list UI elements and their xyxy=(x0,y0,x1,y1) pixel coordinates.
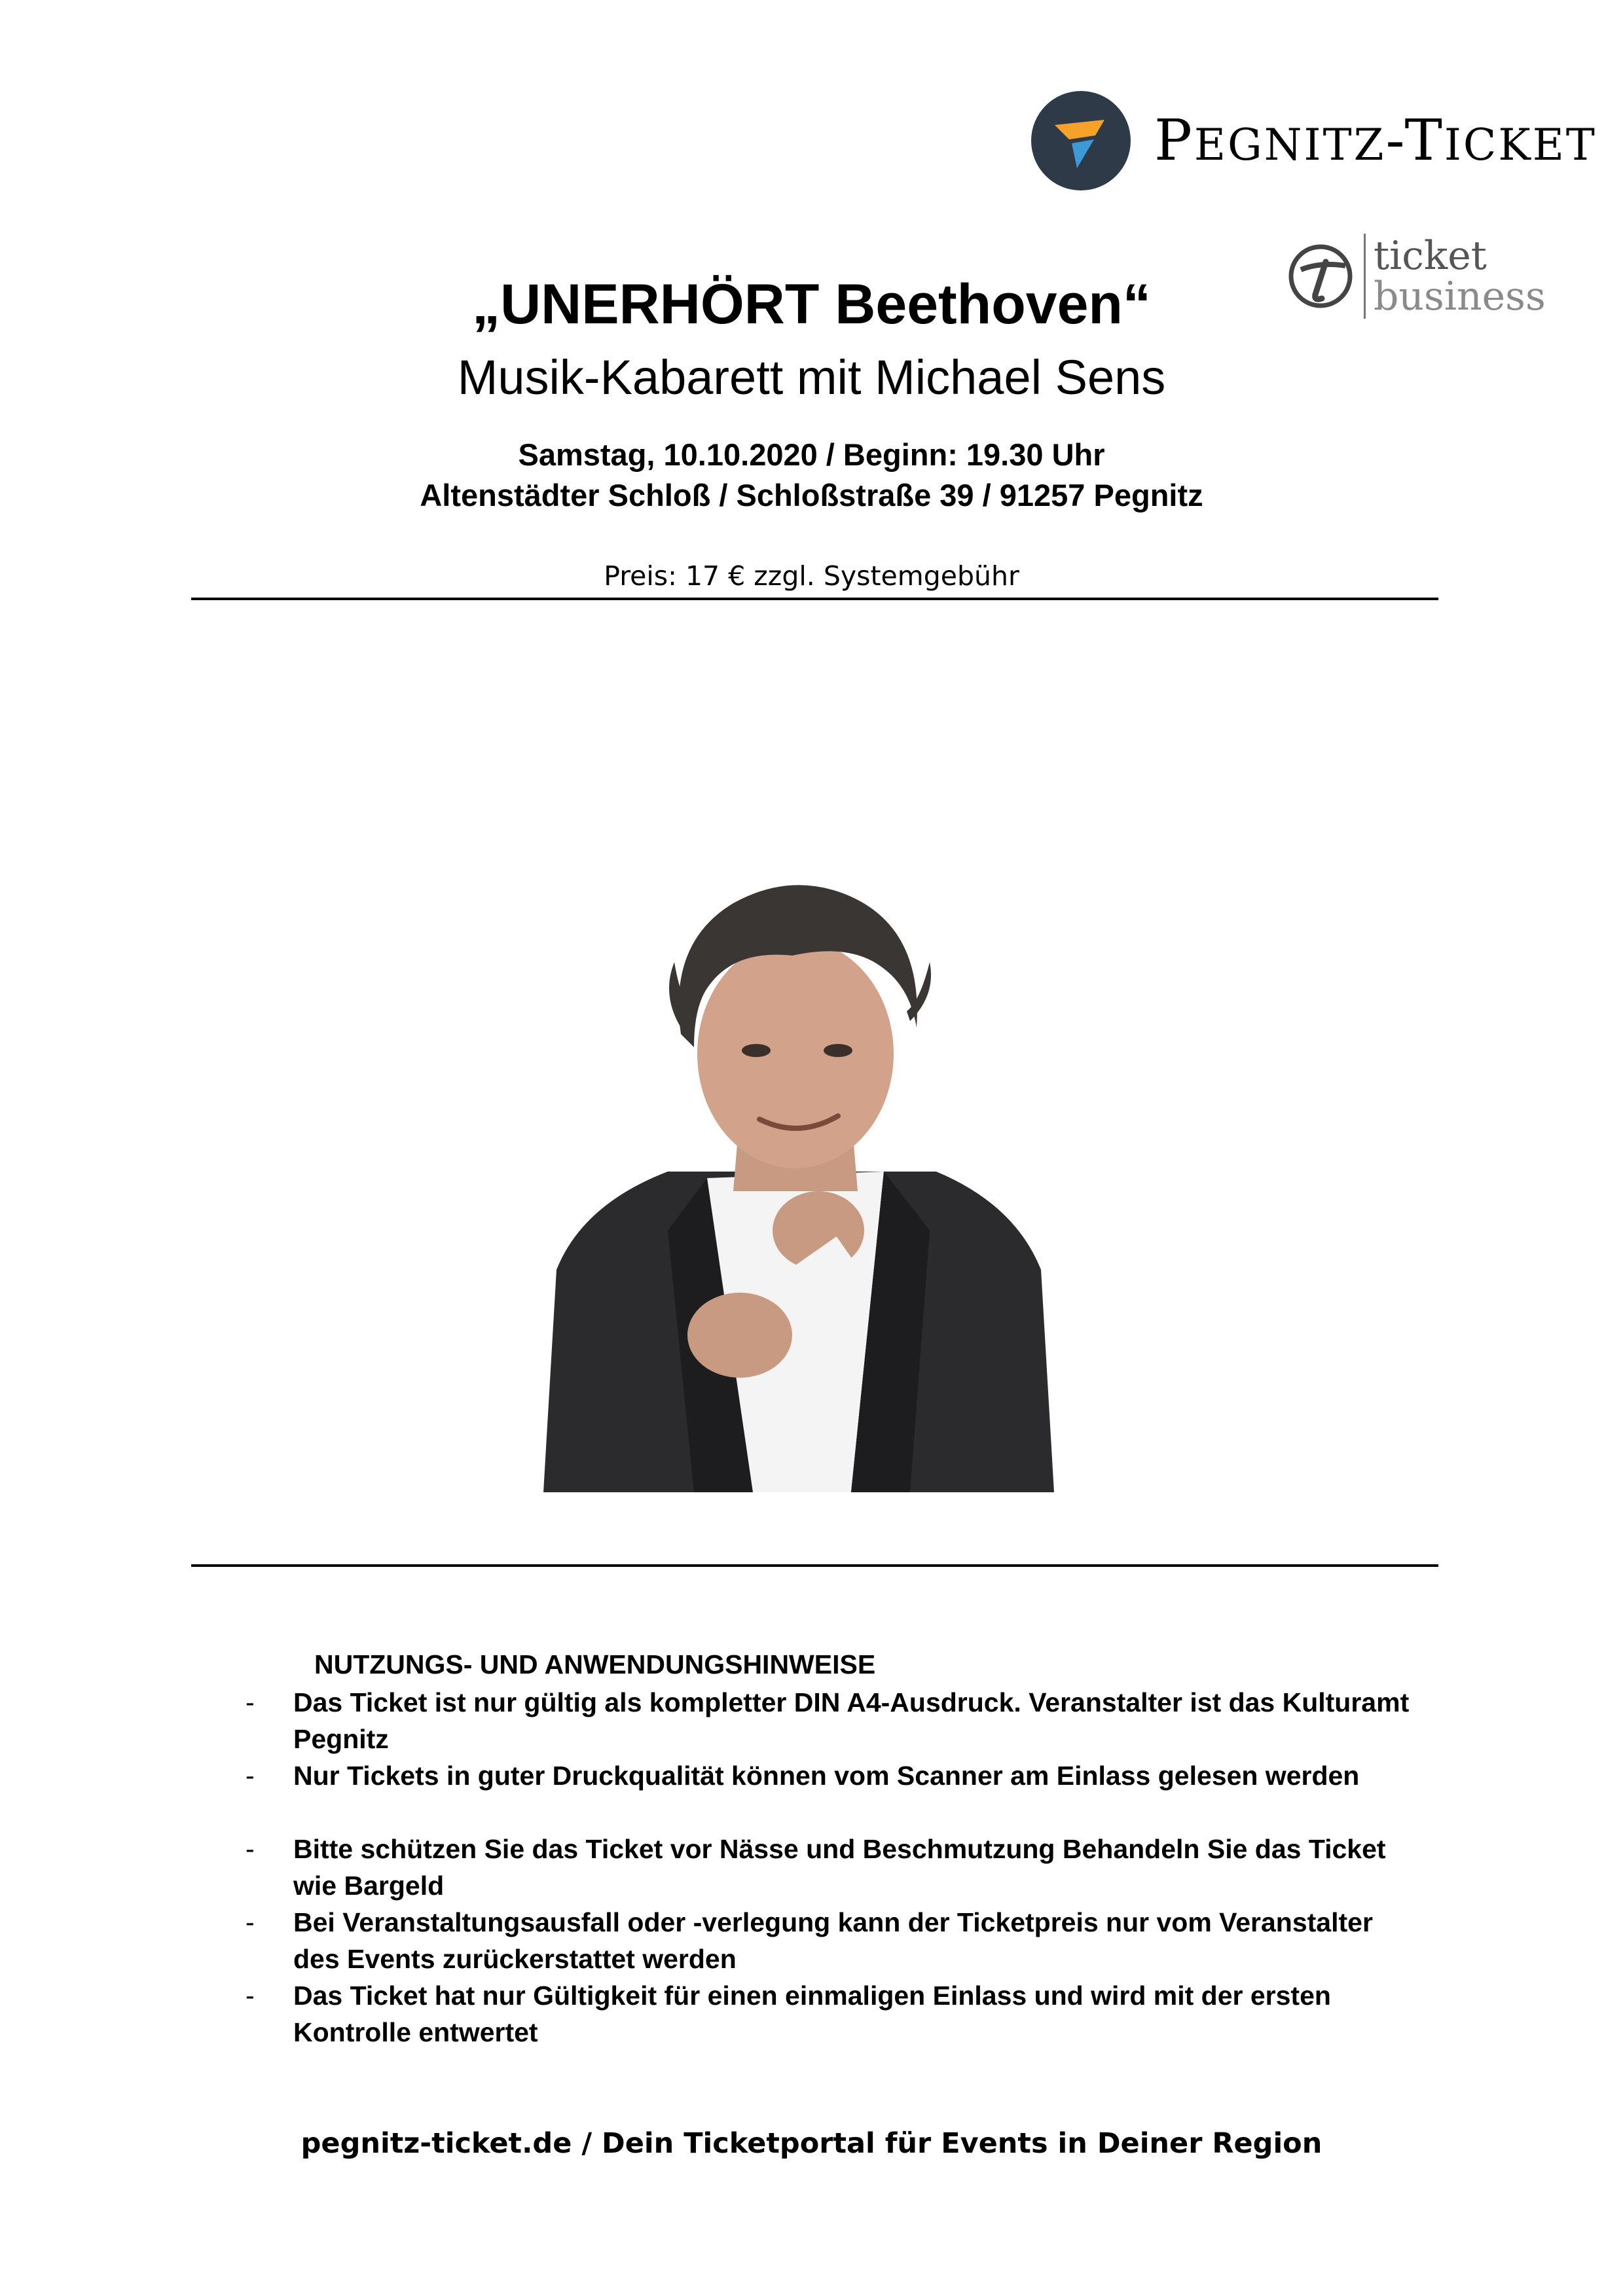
divider-bottom xyxy=(191,1564,1438,1567)
list-bullet: - xyxy=(246,1761,255,1791)
divider-top xyxy=(191,598,1438,600)
list-bullet: - xyxy=(246,1981,255,2011)
list-bullet: - xyxy=(246,1907,255,1937)
usage-note-text: Das Ticket ist nur gültig als kompletter DIN A4-Ausdruck. Veranstalter ist das Kulturamt Pegnitz xyxy=(293,1687,1410,1754)
usage-note-item xyxy=(0,1977,1506,2051)
performer-photo xyxy=(543,864,1054,1492)
list-bullet: - xyxy=(246,1687,255,1717)
footer-text: pegnitz-ticket.de / Dein Ticketportal für Events in Deiner Region xyxy=(301,2127,1322,2160)
usage-note-text: Das Ticket hat nur Gültigkeit für einen einmaligen Einlass und wird mit der ersten Kontrolle entwertet xyxy=(293,1981,1331,2047)
usage-note-item xyxy=(0,1757,1506,1831)
event-title: „UNERHÖRT Beethoven“ xyxy=(472,273,1151,336)
event-subtitle: Musik-Kabarett mit Michael Sens xyxy=(457,350,1166,404)
ticket-business-line2: business xyxy=(1374,274,1546,319)
usage-note-item xyxy=(0,1831,1506,1904)
usage-notes-list xyxy=(0,1684,1506,2051)
pegnitz-ticket-logo-icon xyxy=(1031,91,1131,190)
event-venue: Altenstädter Schloß / Schloßstraße 39 / 91257 Pegnitz xyxy=(420,478,1203,512)
event-date-time: Samstag, 10.10.2020 / Beginn: 19.30 Uhr xyxy=(518,437,1105,472)
pegnitz-ticket-logo xyxy=(1031,88,1597,193)
pegnitz-ticket-logo-text: PEGNITZ-TICKET xyxy=(1154,108,1597,173)
usage-note-text: Bei Veranstaltungsausfall oder -verlegung kann der Ticketpreis nur vom Veranstalter des Events zurückerstattet werden xyxy=(293,1907,1373,1974)
usage-note-text: Bitte schützen Sie das Ticket vor Nässe und Beschmutzung Behandeln Sie das Ticket wie Bargeld xyxy=(293,1834,1386,1901)
usage-note-item xyxy=(0,1904,1506,1977)
event-price: Preis: 17 € zzgl. Systemgebühr xyxy=(604,560,1019,592)
usage-notes-heading: NUTZUNGS- UND ANWENDUNGSHINWEISE xyxy=(314,1649,876,1679)
list-bullet: - xyxy=(246,1834,255,1864)
ticket-business-line1: ticket xyxy=(1374,233,1487,279)
usage-note-item xyxy=(0,1684,1506,1757)
usage-note-text: Nur Tickets in guter Druckqualität können vom Scanner am Einlass gelesen werden xyxy=(293,1761,1360,1791)
